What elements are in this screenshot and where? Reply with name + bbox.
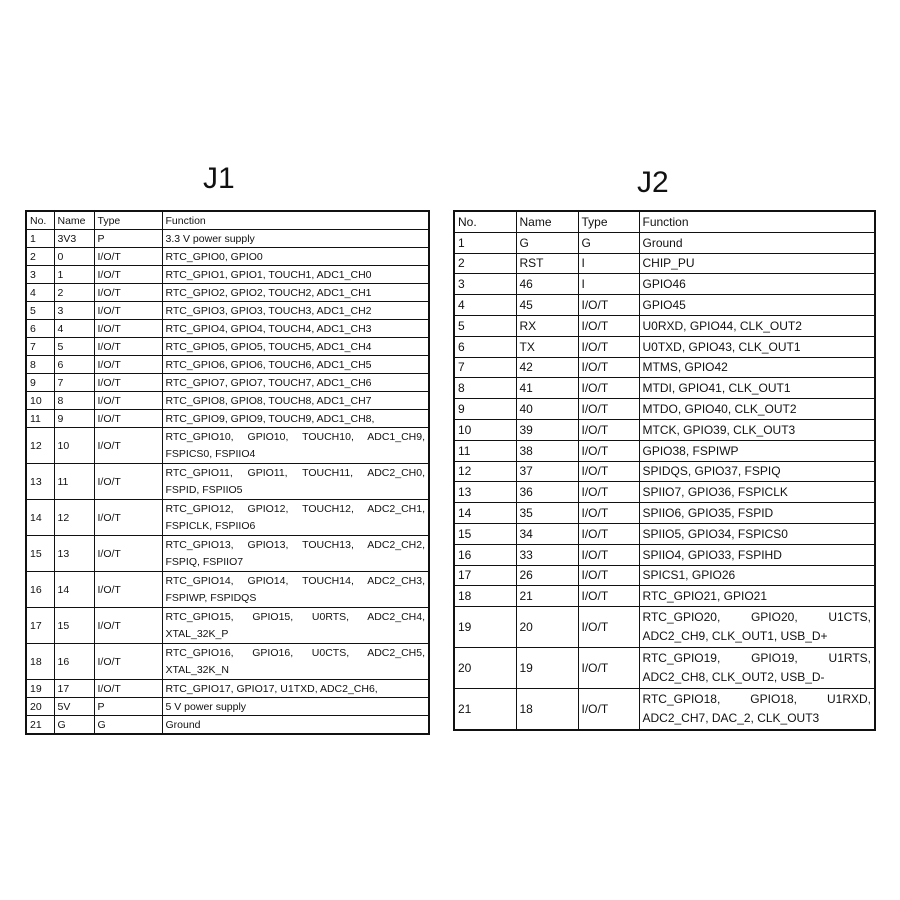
j2-cell-type: I/O/T (578, 565, 639, 586)
j2-cell-type: I/O/T (578, 295, 639, 316)
j1-cell-name: 5V (54, 698, 94, 716)
j2-cell-no: 10 (454, 419, 516, 440)
table-row (26, 500, 429, 536)
table-row (26, 374, 429, 392)
j2-cell-function: SPIIO7, GPIO36, FSPICLK (639, 482, 875, 503)
j2-cell-function: U0RXD, GPIO44, CLK_OUT2 (639, 315, 875, 336)
table-row (26, 392, 429, 410)
j1-cell-function: RTC_GPIO14, GPIO14, TOUCH14, ADC2_CH3, FSPIWP, FSPIDQS (162, 572, 429, 608)
j2-cell-function: MTDI, GPIO41, CLK_OUT1 (639, 378, 875, 399)
j2-cell-name: 38 (516, 440, 578, 461)
j1-cell-no: 7 (26, 338, 54, 356)
table-row (26, 302, 429, 320)
j1-cell-function: RTC_GPIO7, GPIO7, TOUCH7, ADC1_CH6 (162, 374, 429, 392)
j1-cell-name: 6 (54, 356, 94, 374)
j2-header-name: Name (516, 211, 578, 232)
table-row (454, 503, 875, 524)
j1-title: J1 (203, 162, 235, 195)
j2-header-function: Function (639, 211, 875, 232)
j1-cell-function: RTC_GPIO0, GPIO0 (162, 248, 429, 266)
j2-cell-function: RTC_GPIO19, GPIO19, U1RTS, ADC2_CH8, CLK_OUT2, USB_D- (639, 648, 875, 689)
j2-cell-name: 26 (516, 565, 578, 586)
table-row (26, 428, 429, 464)
j1-cell-type: P (94, 230, 162, 248)
table-row (454, 232, 875, 253)
j2-cell-type: I/O/T (578, 419, 639, 440)
j2-cell-no: 5 (454, 315, 516, 336)
table-row (454, 295, 875, 316)
table-row (26, 248, 429, 266)
j1-cell-name: 9 (54, 410, 94, 428)
j2-cell-name: 21 (516, 586, 578, 607)
j2-cell-name: 19 (516, 648, 578, 689)
j1-cell-name: 8 (54, 392, 94, 410)
j2-cell-type: I/O/T (578, 648, 639, 689)
j1-cell-no: 10 (26, 392, 54, 410)
j1-cell-type: I/O/T (94, 374, 162, 392)
j1-cell-no: 5 (26, 302, 54, 320)
j2-cell-type: I (578, 274, 639, 295)
j2-cell-no: 20 (454, 648, 516, 689)
table-row (454, 461, 875, 482)
table-row (26, 410, 429, 428)
j1-cell-name: 5 (54, 338, 94, 356)
j2-cell-no: 4 (454, 295, 516, 316)
j2-cell-no: 9 (454, 399, 516, 420)
j2-cell-type: I/O/T (578, 315, 639, 336)
j2-cell-type: I/O/T (578, 503, 639, 524)
j1-cell-type: I/O/T (94, 356, 162, 374)
table-row (26, 536, 429, 572)
j1-cell-no: 9 (26, 374, 54, 392)
j1-cell-type: I/O/T (94, 302, 162, 320)
table-row (26, 572, 429, 608)
j1-cell-function: RTC_GPIO4, GPIO4, TOUCH4, ADC1_CH3 (162, 320, 429, 338)
table-row (454, 440, 875, 461)
j2-cell-no: 14 (454, 503, 516, 524)
j2-pin-table (453, 210, 876, 731)
j1-cell-name: G (54, 716, 94, 735)
j2-cell-no: 13 (454, 482, 516, 503)
table-row (26, 266, 429, 284)
j2-cell-type: I/O/T (578, 357, 639, 378)
table-row (454, 482, 875, 503)
j2-cell-name: G (516, 232, 578, 253)
j2-cell-no: 16 (454, 544, 516, 565)
j1-cell-no: 12 (26, 428, 54, 464)
j2-cell-function: CHIP_PU (639, 253, 875, 274)
j1-cell-no: 13 (26, 464, 54, 500)
j1-cell-function: RTC_GPIO12, GPIO12, TOUCH12, ADC2_CH1, FSPICLK, FSPIIO6 (162, 500, 429, 536)
j1-cell-type: I/O/T (94, 680, 162, 698)
table-row (26, 230, 429, 248)
j1-cell-function: RTC_GPIO9, GPIO9, TOUCH9, ADC1_CH8, (162, 410, 429, 428)
j2-cell-type: I/O/T (578, 586, 639, 607)
j2-cell-function: Ground (639, 232, 875, 253)
table-row (454, 544, 875, 565)
table-row (454, 607, 875, 648)
j1-cell-function: RTC_GPIO15, GPIO15, U0RTS, ADC2_CH4, XTAL_32K_P (162, 608, 429, 644)
j1-cell-function: RTC_GPIO2, GPIO2, TOUCH2, ADC1_CH1 (162, 284, 429, 302)
j1-cell-no: 2 (26, 248, 54, 266)
j1-cell-name: 4 (54, 320, 94, 338)
j2-cell-name: 35 (516, 503, 578, 524)
j2-title: J2 (637, 166, 669, 199)
j1-cell-type: I/O/T (94, 248, 162, 266)
j1-cell-function: 3.3 V power supply (162, 230, 429, 248)
j2-cell-name: 18 (516, 689, 578, 731)
j1-cell-function: RTC_GPIO8, GPIO8, TOUCH8, ADC1_CH7 (162, 392, 429, 410)
j1-cell-function: RTC_GPIO16, GPIO16, U0CTS, ADC2_CH5, XTAL_32K_N (162, 644, 429, 680)
j1-cell-type: I/O/T (94, 266, 162, 284)
j1-cell-no: 17 (26, 608, 54, 644)
j2-cell-no: 11 (454, 440, 516, 461)
j1-cell-type: I/O/T (94, 410, 162, 428)
j1-cell-type: I/O/T (94, 428, 162, 464)
table-row (454, 689, 875, 731)
table-row (454, 274, 875, 295)
j2-cell-name: 46 (516, 274, 578, 295)
j1-cell-function: RTC_GPIO5, GPIO5, TOUCH5, ADC1_CH4 (162, 338, 429, 356)
j1-cell-name: 16 (54, 644, 94, 680)
table-row (26, 680, 429, 698)
j2-cell-no: 2 (454, 253, 516, 274)
j1-cell-no: 19 (26, 680, 54, 698)
j2-cell-function: RTC_GPIO21, GPIO21 (639, 586, 875, 607)
table-row (454, 357, 875, 378)
j1-pin-table (25, 210, 430, 735)
j1-cell-name: 7 (54, 374, 94, 392)
j2-cell-function: GPIO38, FSPIWP (639, 440, 875, 461)
j2-cell-function: U0TXD, GPIO43, CLK_OUT1 (639, 336, 875, 357)
j1-cell-function: RTC_GPIO11, GPIO11, TOUCH11, ADC2_CH0, FSPID, FSPIIO5 (162, 464, 429, 500)
j2-cell-function: GPIO45 (639, 295, 875, 316)
j1-header-function: Function (162, 211, 429, 230)
table-row (26, 644, 429, 680)
table-row (26, 698, 429, 716)
j2-cell-no: 3 (454, 274, 516, 295)
j2-cell-name: RST (516, 253, 578, 274)
j2-header-type: Type (578, 211, 639, 232)
j2-cell-function: MTCK, GPIO39, CLK_OUT3 (639, 419, 875, 440)
j1-header-name: Name (54, 211, 94, 230)
table-row (454, 378, 875, 399)
j2-cell-no: 6 (454, 336, 516, 357)
j1-cell-no: 18 (26, 644, 54, 680)
j2-cell-name: 37 (516, 461, 578, 482)
j1-cell-name: 14 (54, 572, 94, 608)
j1-cell-type: I/O/T (94, 608, 162, 644)
j1-cell-type: I/O/T (94, 284, 162, 302)
table-row (454, 419, 875, 440)
j1-cell-type: I/O/T (94, 536, 162, 572)
table-row (454, 565, 875, 586)
table-row (454, 648, 875, 689)
j2-cell-no: 21 (454, 689, 516, 731)
j2-cell-function: RTC_GPIO20, GPIO20, U1CTS, ADC2_CH9, CLK_OUT1, USB_D+ (639, 607, 875, 648)
j2-cell-type: I/O/T (578, 689, 639, 731)
table-row (26, 716, 429, 735)
j2-cell-function: RTC_GPIO18, GPIO18, U1RXD, ADC2_CH7, DAC_2, CLK_OUT3 (639, 689, 875, 731)
j1-cell-function: RTC_GPIO1, GPIO1, TOUCH1, ADC1_CH0 (162, 266, 429, 284)
j2-cell-name: 20 (516, 607, 578, 648)
j1-cell-type: I/O/T (94, 320, 162, 338)
j1-cell-name: 12 (54, 500, 94, 536)
j2-cell-type: I/O/T (578, 461, 639, 482)
table-row (26, 320, 429, 338)
j2-cell-function: SPIIO4, GPIO33, FSPIHD (639, 544, 875, 565)
j1-cell-type: I/O/T (94, 392, 162, 410)
j2-cell-type: I (578, 253, 639, 274)
j1-cell-name: 0 (54, 248, 94, 266)
j2-cell-type: I/O/T (578, 523, 639, 544)
j1-cell-no: 20 (26, 698, 54, 716)
j1-cell-no: 3 (26, 266, 54, 284)
j1-cell-name: 13 (54, 536, 94, 572)
j1-cell-type: I/O/T (94, 464, 162, 500)
j1-cell-name: 15 (54, 608, 94, 644)
j1-cell-name: 2 (54, 284, 94, 302)
j2-cell-name: 40 (516, 399, 578, 420)
j2-cell-function: GPIO46 (639, 274, 875, 295)
j1-cell-no: 4 (26, 284, 54, 302)
j1-cell-no: 15 (26, 536, 54, 572)
j1-cell-no: 21 (26, 716, 54, 735)
table-row (454, 523, 875, 544)
j2-cell-name: 39 (516, 419, 578, 440)
j1-cell-no: 6 (26, 320, 54, 338)
j1-cell-no: 16 (26, 572, 54, 608)
j1-header-no: No. (26, 211, 54, 230)
j1-header-type: Type (94, 211, 162, 230)
j2-cell-function: MTDO, GPIO40, CLK_OUT2 (639, 399, 875, 420)
j1-cell-type: I/O/T (94, 572, 162, 608)
j2-cell-type: G (578, 232, 639, 253)
j1-cell-name: 1 (54, 266, 94, 284)
j2-cell-no: 17 (454, 565, 516, 586)
j2-cell-name: TX (516, 336, 578, 357)
j2-cell-name: 41 (516, 378, 578, 399)
j2-cell-function: SPIIO5, GPIO34, FSPICS0 (639, 523, 875, 544)
j2-header-no: No. (454, 211, 516, 232)
table-row (26, 338, 429, 356)
j2-header-row (454, 211, 875, 232)
j2-cell-function: MTMS, GPIO42 (639, 357, 875, 378)
table-row (26, 464, 429, 500)
j2-cell-type: I/O/T (578, 544, 639, 565)
j1-cell-no: 1 (26, 230, 54, 248)
j1-cell-no: 11 (26, 410, 54, 428)
j1-cell-type: I/O/T (94, 644, 162, 680)
j1-cell-function: RTC_GPIO6, GPIO6, TOUCH6, ADC1_CH5 (162, 356, 429, 374)
j1-cell-type: G (94, 716, 162, 735)
j1-cell-function: RTC_GPIO13, GPIO13, TOUCH13, ADC2_CH2, FSPIQ, FSPIIO7 (162, 536, 429, 572)
table-row (454, 253, 875, 274)
j1-cell-name: 3 (54, 302, 94, 320)
j1-cell-function: Ground (162, 716, 429, 735)
j2-cell-no: 19 (454, 607, 516, 648)
j2-cell-function: SPIDQS, GPIO37, FSPIQ (639, 461, 875, 482)
j2-cell-name: 42 (516, 357, 578, 378)
table-row (26, 284, 429, 302)
j2-cell-name: 36 (516, 482, 578, 503)
j2-cell-no: 8 (454, 378, 516, 399)
j2-cell-type: I/O/T (578, 440, 639, 461)
table-row (454, 399, 875, 420)
j2-cell-type: I/O/T (578, 336, 639, 357)
j1-cell-type: I/O/T (94, 338, 162, 356)
j2-cell-function: SPIIO6, GPIO35, FSPID (639, 503, 875, 524)
j2-cell-no: 1 (454, 232, 516, 253)
table-row (454, 586, 875, 607)
j1-cell-name: 10 (54, 428, 94, 464)
j2-cell-type: I/O/T (578, 482, 639, 503)
j1-cell-name: 11 (54, 464, 94, 500)
j1-cell-no: 14 (26, 500, 54, 536)
j1-cell-function: RTC_GPIO17, GPIO17, U1TXD, ADC2_CH6, (162, 680, 429, 698)
j1-cell-name: 3V3 (54, 230, 94, 248)
j2-cell-no: 18 (454, 586, 516, 607)
j2-cell-no: 12 (454, 461, 516, 482)
table-row (454, 315, 875, 336)
j1-cell-function: RTC_GPIO10, GPIO10, TOUCH10, ADC1_CH9, FSPICS0, FSPIIO4 (162, 428, 429, 464)
j1-cell-no: 8 (26, 356, 54, 374)
j1-cell-name: 17 (54, 680, 94, 698)
j2-cell-name: 33 (516, 544, 578, 565)
j2-cell-name: RX (516, 315, 578, 336)
j2-cell-no: 15 (454, 523, 516, 544)
j1-header-row (26, 211, 429, 230)
table-row (26, 608, 429, 644)
j1-cell-function: 5 V power supply (162, 698, 429, 716)
j2-cell-function: SPICS1, GPIO26 (639, 565, 875, 586)
j2-cell-type: I/O/T (578, 378, 639, 399)
j1-cell-type: P (94, 698, 162, 716)
j2-cell-name: 45 (516, 295, 578, 316)
j2-cell-no: 7 (454, 357, 516, 378)
table-row (26, 356, 429, 374)
table-row (454, 336, 875, 357)
j1-cell-function: RTC_GPIO3, GPIO3, TOUCH3, ADC1_CH2 (162, 302, 429, 320)
j2-cell-type: I/O/T (578, 399, 639, 420)
j1-cell-type: I/O/T (94, 500, 162, 536)
j2-cell-type: I/O/T (578, 607, 639, 648)
j2-cell-name: 34 (516, 523, 578, 544)
